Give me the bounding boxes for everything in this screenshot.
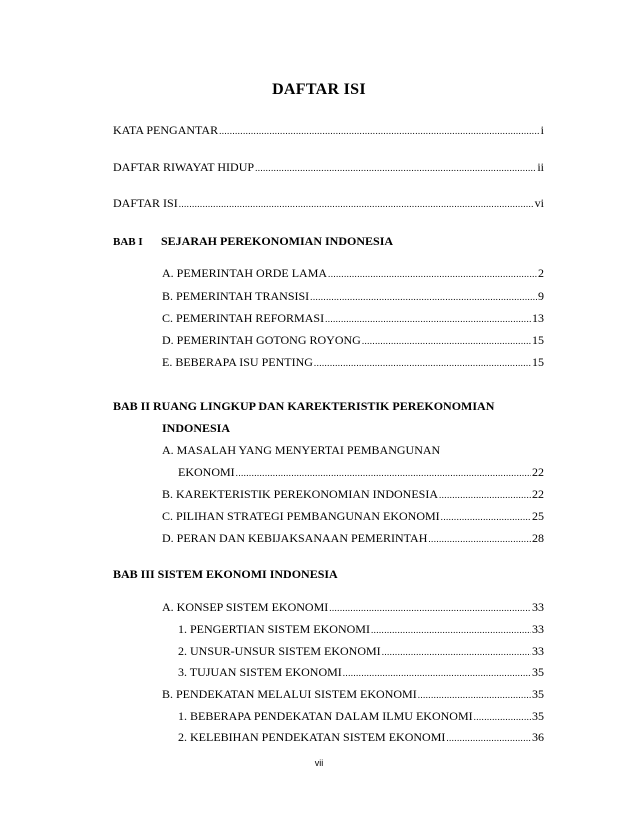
dot-leader: [310, 289, 537, 305]
toc-entry-page: 22: [532, 487, 544, 501]
chapter-heading: [113, 233, 393, 250]
toc-entry-label: D. PERAN DAN KEBIJAKSANAAN PEMERINTAH: [162, 531, 428, 545]
dot-leader: [219, 123, 540, 139]
chapter-title: SEJARAH PEREKONOMIAN INDONESIA: [161, 234, 394, 248]
toc-entry-label: A. KONSEP SISTEM EKONOMI: [162, 600, 329, 614]
dot-leader: [362, 333, 531, 349]
toc-entry[interactable]: [178, 708, 544, 725]
toc-entry[interactable]: [162, 486, 544, 503]
toc-entry-label: B. PEMERINTAH TRANSISI: [162, 289, 310, 303]
toc-entry-label: B. PENDEKATAN MELALUI SISTEM EKONOMI: [162, 687, 417, 701]
toc-entry-label: C. PILIHAN STRATEGI PEMBANGUNAN EKONOMI: [162, 509, 440, 523]
toc-entry-label: C. PEMERINTAH REFORMASI: [162, 311, 325, 325]
dot-leader: [474, 709, 531, 725]
dot-leader: [439, 487, 531, 503]
toc-entry-page: 28: [532, 531, 544, 545]
toc-entry-page: 15: [532, 333, 544, 347]
toc-entry[interactable]: [178, 464, 544, 481]
dot-leader: [428, 531, 531, 547]
toc-entry-label: A. PEMERINTAH ORDE LAMA: [162, 266, 328, 280]
toc-entry-label: 3. TUJUAN SISTEM EKONOMI: [178, 665, 342, 679]
dot-leader: [255, 160, 536, 176]
toc-entry[interactable]: [113, 122, 544, 139]
toc-entry[interactable]: [162, 686, 544, 703]
toc-entry-page: 36: [532, 730, 544, 744]
toc-entry-label: EKONOMI: [178, 465, 235, 479]
dot-leader: [446, 730, 531, 746]
toc-entry-page: 13: [532, 311, 544, 325]
toc-entry[interactable]: [178, 664, 544, 681]
toc-entry-label: D. PEMERINTAH GOTONG ROYONG: [162, 333, 361, 347]
toc-entry-page: 9: [538, 289, 544, 303]
toc-entry-page: 2: [538, 266, 544, 280]
toc-entry[interactable]: [162, 332, 544, 349]
toc-entry-page: 15: [532, 355, 544, 369]
dot-leader: [314, 355, 531, 371]
toc-entry-page: 25: [532, 509, 544, 523]
toc-entry-page: 33: [532, 600, 544, 614]
toc-entry[interactable]: [178, 729, 544, 746]
toc-entry-page: i: [540, 123, 544, 137]
toc-entry-page: 35: [532, 665, 544, 679]
toc-entry-label: 2. UNSUR-UNSUR SISTEM EKONOMI: [178, 644, 381, 658]
toc-entry-label: 1. BEBERAPA PENDEKATAN DALAM ILMU EKONOMI: [178, 709, 473, 723]
toc-entry-label: B. KAREKTERISTIK PEREKONOMIAN INDONESIA: [162, 487, 438, 501]
chapter-heading: BAB III SISTEM EKONOMI INDONESIA: [113, 567, 338, 581]
toc-entry[interactable]: [113, 195, 544, 212]
dot-leader: [325, 311, 531, 327]
toc-entry[interactable]: [113, 159, 544, 176]
toc-entry[interactable]: [162, 354, 544, 371]
page-number: vii: [314, 758, 324, 768]
dot-leader: [343, 665, 531, 681]
dot-leader: [328, 266, 537, 282]
toc-entry-page: 35: [532, 687, 544, 701]
dot-leader: [329, 600, 531, 616]
toc-entry[interactable]: [178, 621, 544, 638]
toc-entry-page: 33: [532, 644, 544, 658]
toc-entry[interactable]: [162, 288, 544, 305]
chapter-heading-continued: INDONESIA: [162, 421, 231, 435]
toc-entry-label: DAFTAR RIWAYAT HIDUP: [113, 160, 255, 174]
dot-leader: [236, 465, 531, 481]
chapter-number: BAB I: [113, 236, 143, 248]
dot-leader: [371, 622, 531, 638]
toc-entry-label: 2. KELEBIHAN PENDEKATAN SISTEM EKONOMI: [178, 730, 446, 744]
dot-leader: [179, 196, 534, 212]
toc-entry-label: A. MASALAH YANG MENYERTAI PEMBANGUNAN: [162, 443, 441, 457]
toc-entry-label: DAFTAR ISI: [113, 196, 178, 210]
dot-leader: [441, 509, 531, 525]
toc-entry-label: KATA PENGANTAR: [113, 123, 219, 137]
toc-entry-page: 33: [532, 622, 544, 636]
toc-entry[interactable]: [162, 530, 544, 547]
page-title: DAFTAR ISI: [272, 81, 366, 98]
toc-entry-page: ii: [537, 160, 544, 174]
toc-entry-page: vi: [534, 196, 544, 210]
toc-entry[interactable]: [162, 599, 544, 616]
toc-entry[interactable]: [162, 508, 544, 525]
dot-leader: [418, 687, 531, 703]
toc-entry-first-line: [162, 442, 544, 458]
toc-entry-page: 22: [532, 465, 544, 479]
toc-entry[interactable]: [178, 643, 544, 660]
chapter-heading: BAB II RUANG LINGKUP DAN KAREKTERISTIK PEREKONOMIAN: [113, 399, 495, 413]
toc-entry-label: 1. PENGERTIAN SISTEM EKONOMI: [178, 622, 370, 636]
toc-entry-page: 35: [532, 709, 544, 723]
toc-entry[interactable]: [162, 310, 544, 327]
toc-entry[interactable]: [162, 265, 544, 282]
dot-leader: [382, 644, 531, 660]
toc-entry-label: E. BEBERAPA ISU PENTING: [162, 355, 313, 369]
